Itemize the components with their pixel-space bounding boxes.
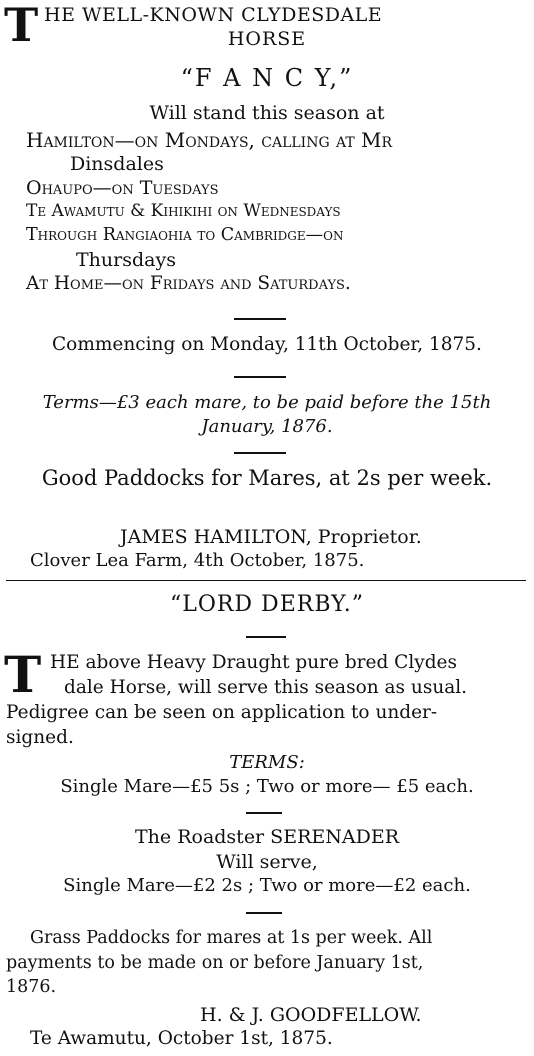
roadster-terms-line: Single Mare—£2 2s ; Two or more—£2 each. xyxy=(63,875,471,896)
signature-line: H. & J. GOODFELLOW. xyxy=(200,1004,422,1026)
horse-name: “LORD DERBY.” xyxy=(169,592,365,617)
roadster-line: The Roadster SERENADER xyxy=(135,826,399,848)
body-line: Pedigree can be seen on application to under- xyxy=(6,702,438,723)
schedule-line: At Home—on Fridays and Saturdays. xyxy=(26,273,351,294)
will-serve-line: Will serve, xyxy=(216,851,318,873)
divider-rule xyxy=(246,912,282,914)
grass-line: 1876. xyxy=(6,977,57,997)
ad-title-line-2: HORSE xyxy=(227,28,307,50)
body-line: signed. xyxy=(6,727,74,748)
schedule-line: Te Awamutu & Kihikihi on Wednesdays xyxy=(26,201,341,221)
divider-rule xyxy=(246,812,282,814)
drop-cap: T xyxy=(4,0,39,52)
body-line: HE above Heavy Draught pure bred Clydes xyxy=(50,652,457,673)
terms-line: Single Mare—£5 5s ; Two or more— £5 each. xyxy=(60,776,474,797)
divider-rule xyxy=(234,376,286,378)
drop-cap: T xyxy=(4,645,42,704)
proprietor-line: JAMES HAMILTON, Proprietor. xyxy=(120,526,422,548)
body-line: dale Horse, will serve this season as usual. xyxy=(64,677,468,698)
schedule-line: Ohaupo—on Tuesdays xyxy=(26,177,219,199)
grass-line: payments to be made on or before January 1st, xyxy=(6,953,424,973)
schedule-line: Through Rangiaohia to Cambridge—on xyxy=(26,225,344,245)
column-rule xyxy=(6,580,526,581)
grass-line: Grass Paddocks for mares at 1s per week. All xyxy=(30,928,433,948)
paddocks-line: Good Paddocks for Mares, at 2s per week. xyxy=(41,466,493,490)
terms-line: January, 1876. xyxy=(201,416,333,437)
terms-heading: TERMS: xyxy=(229,752,305,773)
divider-rule xyxy=(234,452,286,454)
commencing-line: Commencing on Monday, 11th October, 1875. xyxy=(52,334,482,355)
schedule-line: Hamilton—on Mondays, calling at Mr xyxy=(26,128,393,152)
ad-title-line-1: HE WELL-KNOWN CLYDESDALE xyxy=(44,4,383,26)
terms-line: Terms—£3 each mare, to be paid before the 15th xyxy=(42,392,492,413)
divider-rule xyxy=(246,636,286,638)
horse-name: “F A N C Y,” xyxy=(180,64,354,92)
schedule-line: Dinsdales xyxy=(70,153,164,175)
address-line: Clover Lea Farm, 4th October, 1875. xyxy=(30,550,365,571)
divider-rule xyxy=(234,318,286,320)
dateline: Te Awamutu, October 1st, 1875. xyxy=(30,1028,333,1049)
schedule-line: Thursdays xyxy=(76,249,176,271)
intro-line: Will stand this season at xyxy=(149,102,385,124)
